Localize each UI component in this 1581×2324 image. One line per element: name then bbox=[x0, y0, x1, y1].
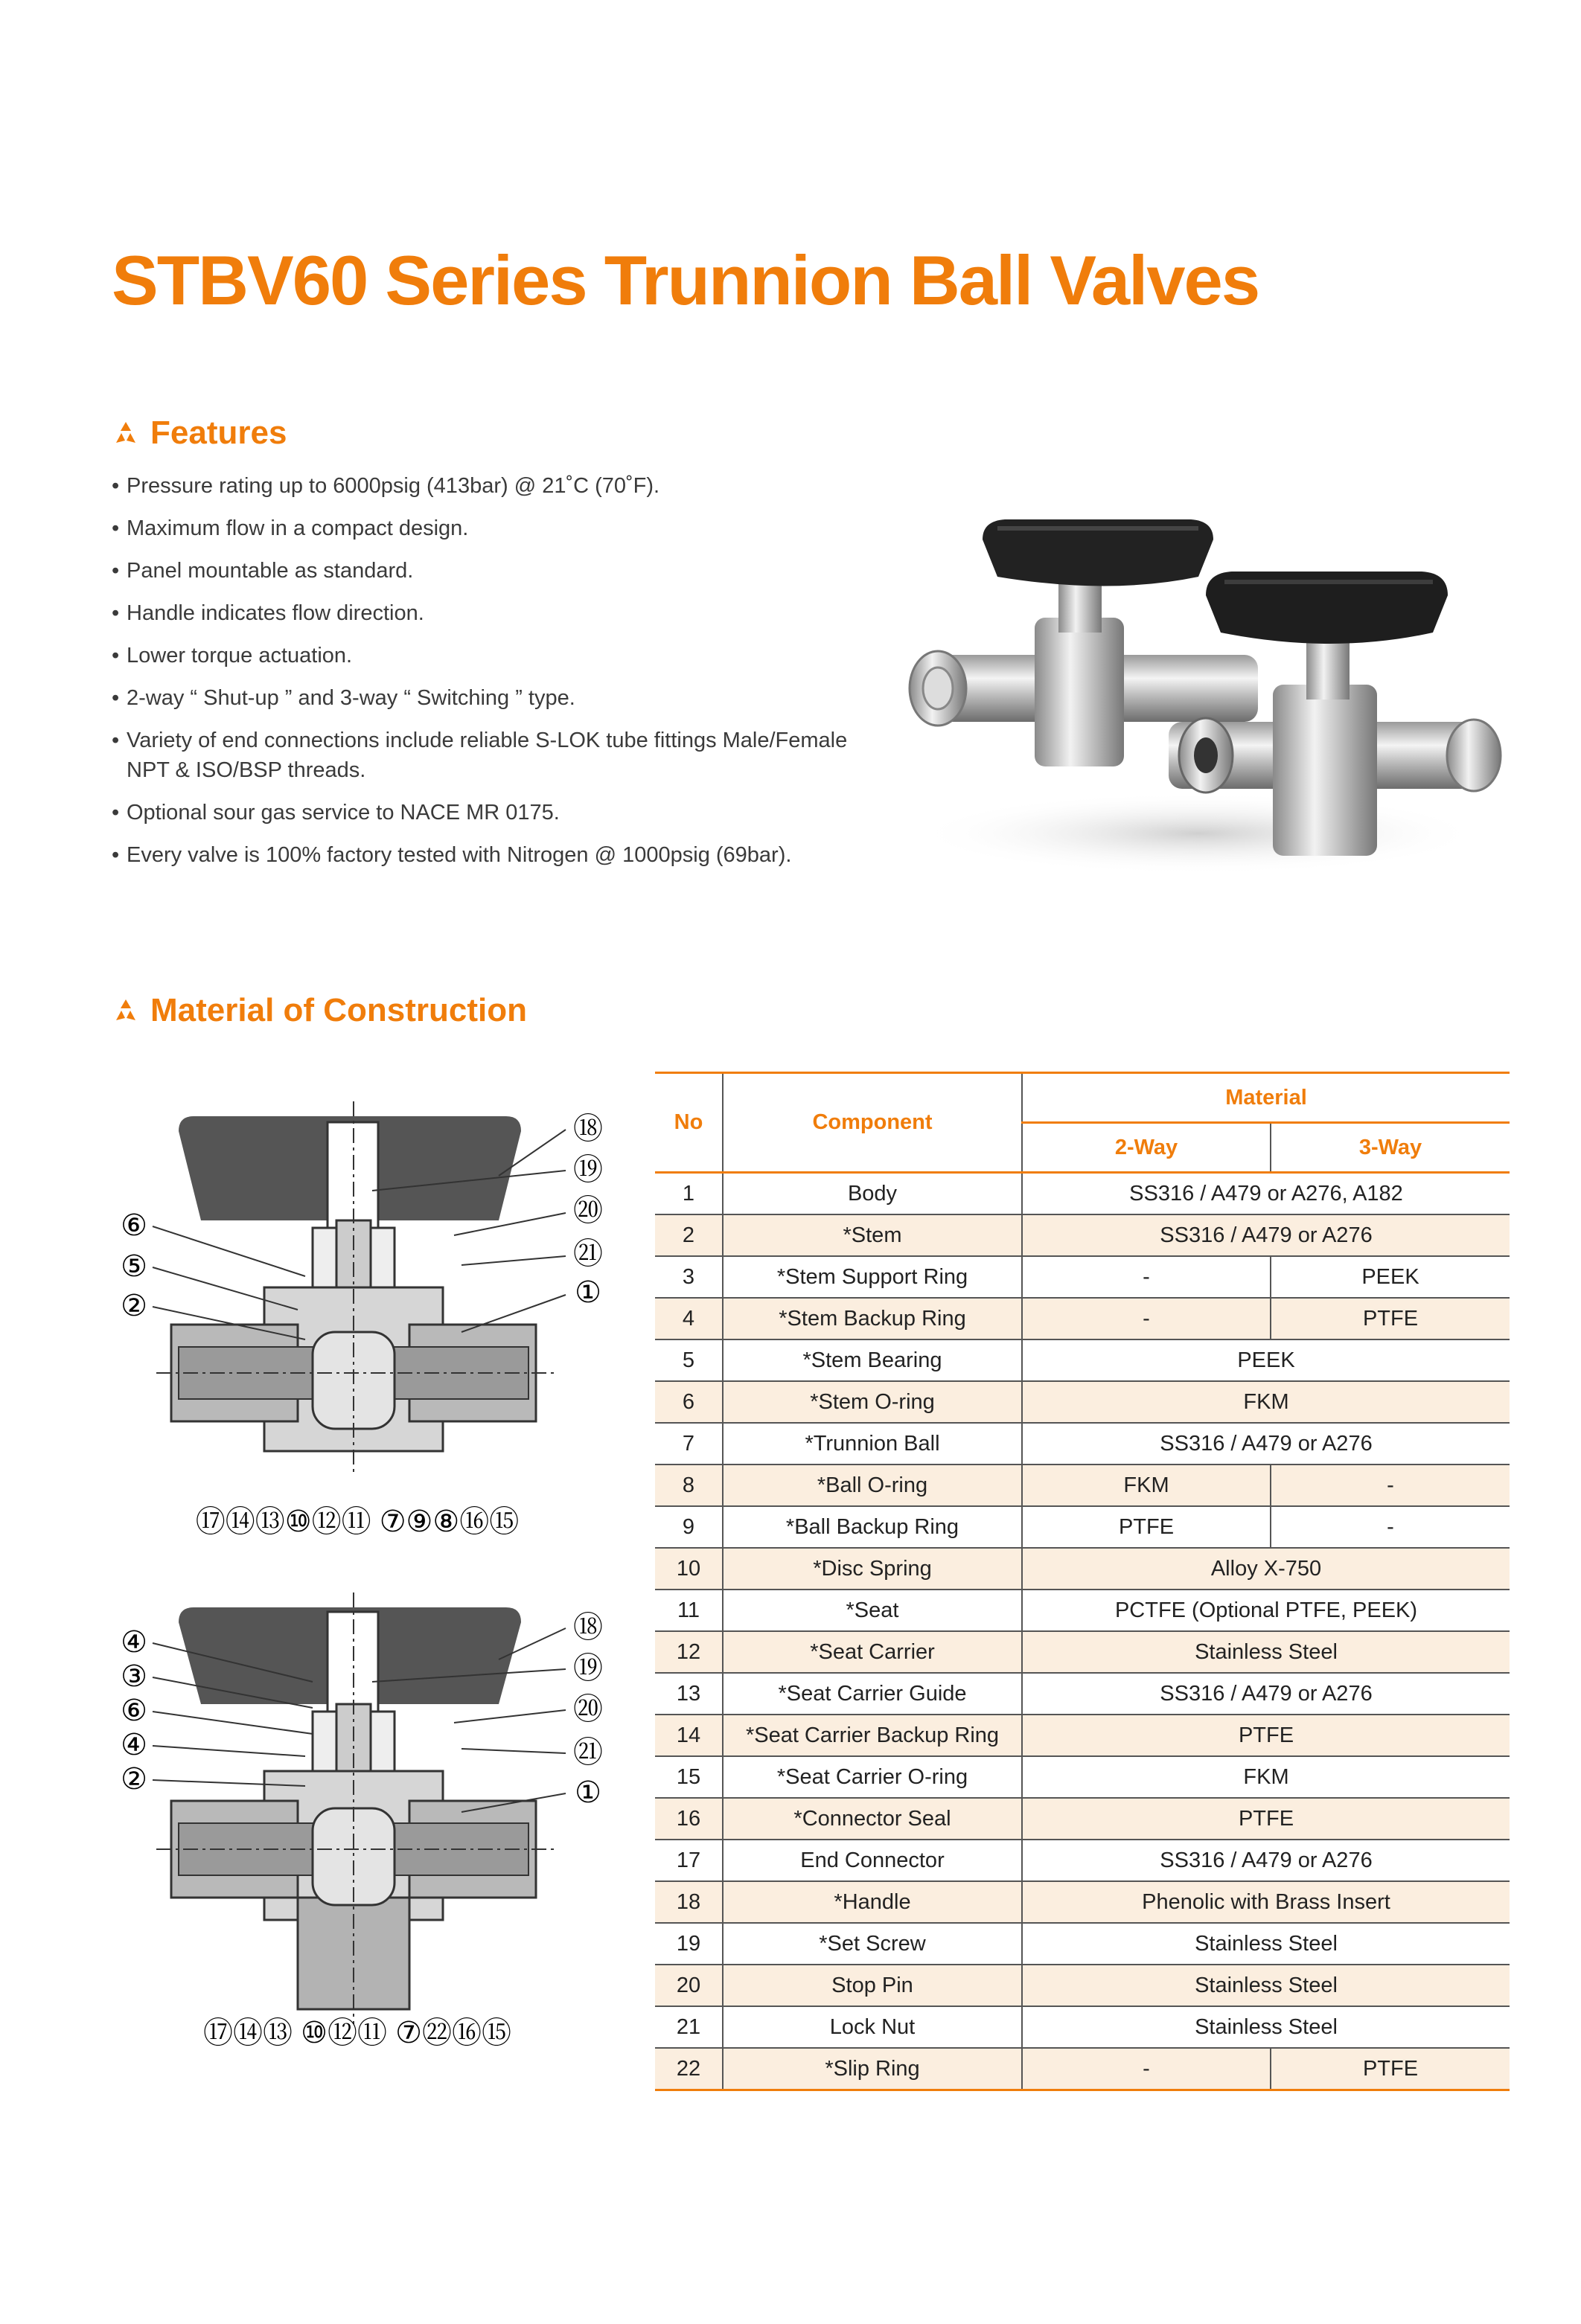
section-marker-icon bbox=[113, 998, 138, 1023]
cell-component: Stop Pin bbox=[723, 1965, 1022, 2006]
cell-material: PTFE bbox=[1022, 1798, 1510, 1840]
cell-material: Stainless Steel bbox=[1022, 1631, 1510, 1673]
feature-item bbox=[112, 683, 886, 713]
construction-heading bbox=[113, 994, 527, 1027]
table-row bbox=[655, 1464, 1510, 1506]
table-row bbox=[655, 1673, 1510, 1715]
callout-top-right-1: ⑱ bbox=[573, 1113, 603, 1145]
valve-cross-section-diagrams bbox=[112, 1086, 633, 2069]
cell-material: SS316 / A479 or A276, A182 bbox=[1022, 1173, 1510, 1215]
callout-bottom-left-3: ⑥ bbox=[121, 1694, 147, 1727]
cell-3-way: - bbox=[1271, 1506, 1510, 1548]
cell-2-way: FKM bbox=[1022, 1464, 1271, 1506]
callout-top-left-2: ⑤ bbox=[121, 1250, 147, 1283]
table-row bbox=[655, 1548, 1510, 1590]
cell-component: *Seat bbox=[723, 1590, 1022, 1631]
cell-component: End Connector bbox=[723, 1840, 1022, 1881]
material-table bbox=[655, 1072, 1510, 2091]
callout-bottom-left-4: ④ bbox=[121, 1729, 147, 1761]
header-no: No bbox=[655, 1073, 723, 1173]
cell-material: Stainless Steel bbox=[1022, 1965, 1510, 2006]
cell-no: 11 bbox=[655, 1590, 723, 1631]
cell-2-way: - bbox=[1022, 2048, 1271, 2090]
material-table-body bbox=[655, 1173, 1510, 2090]
header-material: Material bbox=[1022, 1073, 1510, 1123]
feature-text: Variety of end connections include reliable S-LOK tube fittings Male/Female NPT & ISO/BSP threads. bbox=[127, 729, 848, 782]
section-marker-icon bbox=[113, 420, 138, 446]
callout-bottom-right-3: ⑳ bbox=[573, 1693, 603, 1726]
cell-no: 10 bbox=[655, 1548, 723, 1590]
header-2-way: 2-Way bbox=[1022, 1123, 1271, 1173]
feature-text: Panel mountable as standard. bbox=[127, 559, 414, 583]
cell-2-way: - bbox=[1022, 1256, 1271, 1298]
table-row bbox=[655, 2048, 1510, 2090]
diagram-3-way bbox=[121, 1592, 603, 2049]
table-row bbox=[655, 1506, 1510, 1548]
cell-material: FKM bbox=[1022, 1381, 1510, 1423]
cell-component: *Seat Carrier Backup Ring bbox=[723, 1715, 1022, 1756]
feature-item bbox=[112, 471, 886, 501]
table-row bbox=[655, 1881, 1510, 1923]
cell-no: 12 bbox=[655, 1631, 723, 1673]
cell-no: 17 bbox=[655, 1840, 723, 1881]
product-photo bbox=[886, 506, 1526, 878]
table-row bbox=[655, 2006, 1510, 2048]
cell-material: PTFE bbox=[1022, 1715, 1510, 1756]
cell-no: 6 bbox=[655, 1381, 723, 1423]
cell-component: *Ball Backup Ring bbox=[723, 1506, 1022, 1548]
cell-component: *Stem Support Ring bbox=[723, 1256, 1022, 1298]
cell-3-way: - bbox=[1271, 1464, 1510, 1506]
cell-component: *Stem O-ring bbox=[723, 1381, 1022, 1423]
cell-material: SS316 / A479 or A276 bbox=[1022, 1673, 1510, 1715]
cell-component: *Stem bbox=[723, 1214, 1022, 1256]
cell-component: *Disc Spring bbox=[723, 1548, 1022, 1590]
bullet: • bbox=[112, 801, 120, 825]
cell-no: 19 bbox=[655, 1923, 723, 1965]
cell-3-way: PTFE bbox=[1271, 2048, 1510, 2090]
table-row bbox=[655, 1173, 1510, 1215]
cell-material: Alloy X-750 bbox=[1022, 1548, 1510, 1590]
feature-text: Lower torque actuation. bbox=[127, 644, 353, 668]
callout-top-right-5: ① bbox=[575, 1276, 601, 1309]
callout-top-left-3: ② bbox=[121, 1290, 147, 1322]
cell-no: 3 bbox=[655, 1256, 723, 1298]
cell-no: 21 bbox=[655, 2006, 723, 2048]
callout-top-bottom-row: ⑰⑭⑬⑩⑫⑪ ⑦⑨⑧⑯⑮ bbox=[195, 1505, 520, 1538]
cell-2-way: - bbox=[1022, 1298, 1271, 1339]
table-row bbox=[655, 1339, 1510, 1381]
table-row bbox=[655, 1965, 1510, 2006]
cell-component: Lock Nut bbox=[723, 2006, 1022, 2048]
cell-no: 14 bbox=[655, 1715, 723, 1756]
cell-no: 22 bbox=[655, 2048, 723, 2090]
cell-material: PCTFE (Optional PTFE, PEEK) bbox=[1022, 1590, 1510, 1631]
cell-material: Stainless Steel bbox=[1022, 2006, 1510, 2048]
feature-item bbox=[112, 798, 886, 828]
cell-no: 9 bbox=[655, 1506, 723, 1548]
cell-component: *Seat Carrier bbox=[723, 1631, 1022, 1673]
callout-bottom-bottom-row: ⑰⑭⑬ ⑩⑫⑪ ⑦㉒⑯⑮ bbox=[203, 2017, 511, 2049]
table-row bbox=[655, 1590, 1510, 1631]
cell-component: *Ball O-ring bbox=[723, 1464, 1022, 1506]
cell-component: *Connector Seal bbox=[723, 1798, 1022, 1840]
cell-no: 1 bbox=[655, 1173, 723, 1215]
table-row bbox=[655, 1715, 1510, 1756]
cell-no: 20 bbox=[655, 1965, 723, 2006]
cell-material: PEEK bbox=[1022, 1339, 1510, 1381]
feature-item bbox=[112, 726, 886, 785]
cell-component: *Handle bbox=[723, 1881, 1022, 1923]
table-row bbox=[655, 1631, 1510, 1673]
header-component: Component bbox=[723, 1073, 1022, 1173]
feature-item bbox=[112, 556, 886, 586]
cell-material: Phenolic with Brass Insert bbox=[1022, 1881, 1510, 1923]
callout-bottom-left-2: ③ bbox=[121, 1660, 147, 1693]
bullet: • bbox=[112, 729, 120, 752]
cell-component: *Set Screw bbox=[723, 1923, 1022, 1965]
bullet: • bbox=[112, 601, 120, 625]
callout-bottom-left-1: ④ bbox=[121, 1626, 147, 1659]
table-row bbox=[655, 1840, 1510, 1881]
cell-component: *Seat Carrier Guide bbox=[723, 1673, 1022, 1715]
cell-material: SS316 / A479 or A276 bbox=[1022, 1423, 1510, 1464]
cell-material: Stainless Steel bbox=[1022, 1923, 1510, 1965]
feature-text: Every valve is 100% factory tested with Nitrogen @ 1000psig (69bar). bbox=[127, 843, 792, 867]
feature-item bbox=[112, 598, 886, 628]
cell-no: 8 bbox=[655, 1464, 723, 1506]
cell-no: 4 bbox=[655, 1298, 723, 1339]
table-row bbox=[655, 1381, 1510, 1423]
construction-heading-label: Material of Construction bbox=[150, 992, 528, 1028]
cell-2-way: PTFE bbox=[1022, 1506, 1271, 1548]
feature-text: Pressure rating up to 6000psig (413bar) @ 21˚C (70˚F). bbox=[127, 474, 660, 498]
callout-top-right-2: ⑲ bbox=[573, 1153, 603, 1186]
cell-material: SS316 / A479 or A276 bbox=[1022, 1840, 1510, 1881]
header-3-way: 3-Way bbox=[1271, 1123, 1510, 1173]
cell-component: *Seat Carrier O-ring bbox=[723, 1756, 1022, 1798]
cell-component: *Stem Backup Ring bbox=[723, 1298, 1022, 1339]
feature-text: 2-way “ Shut-up ” and 3-way “ Switching ” type. bbox=[127, 686, 575, 710]
table-row bbox=[655, 1923, 1510, 1965]
callout-top-left-1: ⑥ bbox=[121, 1209, 147, 1242]
table-row bbox=[655, 1756, 1510, 1798]
features-list bbox=[112, 471, 886, 883]
feature-text: Handle indicates flow direction. bbox=[127, 601, 424, 625]
cell-no: 13 bbox=[655, 1673, 723, 1715]
cell-no: 18 bbox=[655, 1881, 723, 1923]
table-row bbox=[655, 1214, 1510, 1256]
callout-bottom-right-4: ㉑ bbox=[573, 1736, 603, 1769]
features-heading-label: Features bbox=[150, 414, 287, 451]
callout-bottom-right-5: ① bbox=[575, 1776, 601, 1809]
bullet: • bbox=[112, 843, 120, 867]
cell-no: 5 bbox=[655, 1339, 723, 1381]
cell-component: *Stem Bearing bbox=[723, 1339, 1022, 1381]
bullet: • bbox=[112, 474, 120, 498]
diagram-2-way bbox=[121, 1101, 603, 1538]
cell-3-way: PEEK bbox=[1271, 1256, 1510, 1298]
bullet: • bbox=[112, 644, 120, 668]
bullet: • bbox=[112, 516, 120, 540]
cell-no: 15 bbox=[655, 1756, 723, 1798]
cell-material: FKM bbox=[1022, 1756, 1510, 1798]
callout-top-right-4: ㉑ bbox=[573, 1238, 603, 1270]
features-heading bbox=[113, 414, 287, 451]
cell-no: 2 bbox=[655, 1214, 723, 1256]
callout-bottom-left-5: ② bbox=[121, 1763, 147, 1796]
feature-item bbox=[112, 513, 886, 543]
callout-top-right-3: ⑳ bbox=[573, 1194, 603, 1227]
cell-no: 7 bbox=[655, 1423, 723, 1464]
feature-item bbox=[112, 641, 886, 670]
feature-text: Maximum flow in a compact design. bbox=[127, 516, 469, 540]
cell-3-way: PTFE bbox=[1271, 1298, 1510, 1339]
callout-bottom-right-2: ⑲ bbox=[573, 1652, 603, 1685]
table-row bbox=[655, 1423, 1510, 1464]
bullet: • bbox=[112, 686, 120, 710]
cell-material: SS316 / A479 or A276 bbox=[1022, 1214, 1510, 1256]
cell-component: Body bbox=[723, 1173, 1022, 1215]
feature-text: Optional sour gas service to NACE MR 0175. bbox=[127, 801, 560, 825]
cell-no: 16 bbox=[655, 1798, 723, 1840]
page-title: STBV60 Series Trunnion Ball Valves bbox=[112, 241, 1259, 319]
cell-component: *Slip Ring bbox=[723, 2048, 1022, 2090]
table-row bbox=[655, 1798, 1510, 1840]
cell-component: *Trunnion Ball bbox=[723, 1423, 1022, 1464]
callout-bottom-right-1: ⑱ bbox=[573, 1611, 603, 1644]
table-row bbox=[655, 1256, 1510, 1298]
table-row bbox=[655, 1298, 1510, 1339]
feature-item bbox=[112, 840, 886, 870]
bullet: • bbox=[112, 559, 120, 583]
